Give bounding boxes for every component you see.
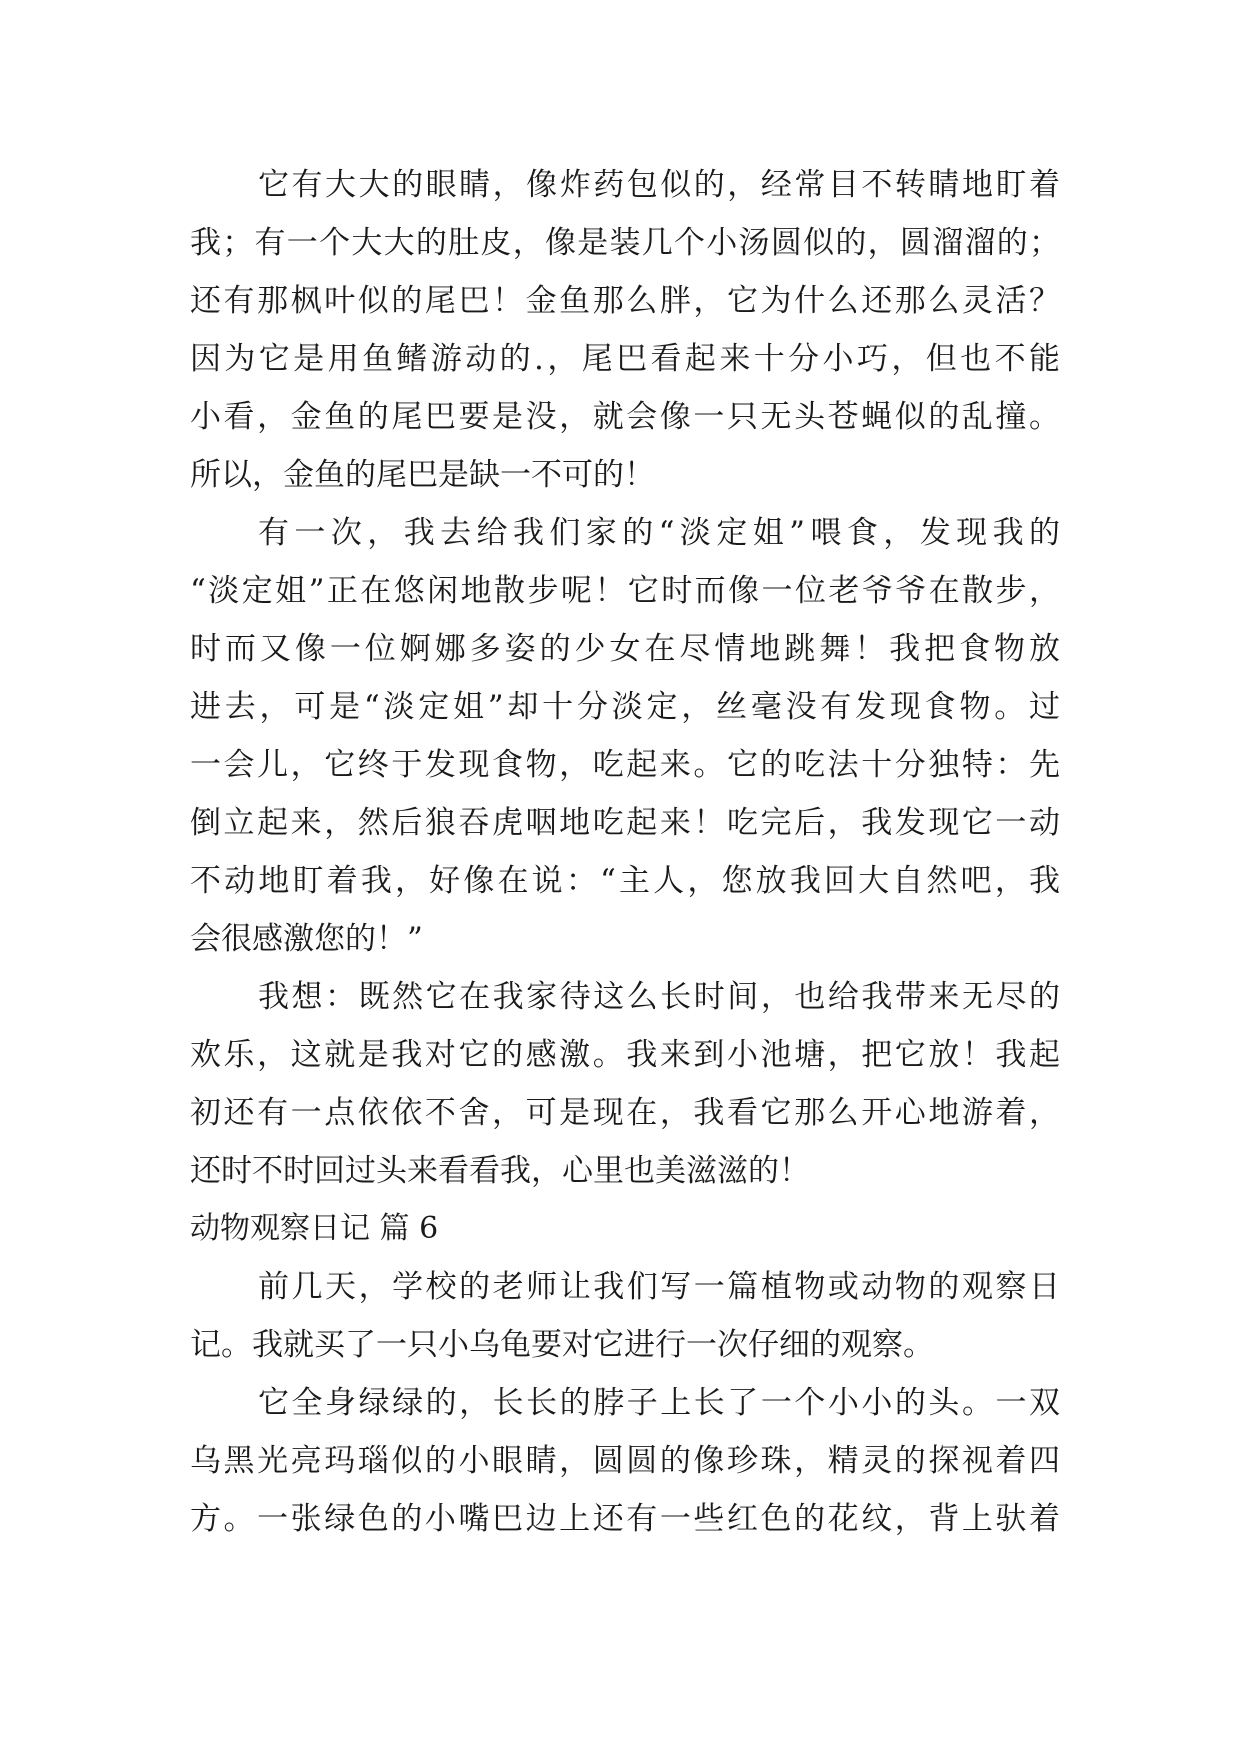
paragraph-line: 进去，可是“淡定姐”却十分淡定，丝毫没有发现食物。过 <box>190 689 1060 725</box>
paragraph-line: 会很感激您的！” <box>190 921 423 957</box>
paragraph-line: 前几天，学校的老师让我们写一篇植物或动物的观察日 <box>258 1269 1060 1305</box>
paragraph-line: 所以，金鱼的尾巴是缺一不可的！ <box>190 457 655 493</box>
paragraph-line: 方。一张绿色的小嘴巴边上还有一些红色的花纹，背上驮着 <box>190 1501 1060 1537</box>
paragraph-line: 初还有一点依依不舍，可是现在，我看它那么开心地游着， <box>190 1095 1060 1131</box>
paragraph-line: 它全身绿绿的，长长的脖子上长了一个小小的头。一双 <box>258 1385 1060 1421</box>
paragraph-line: 它有大大的眼睛，像炸药包似的，经常目不转睛地盯着 <box>258 167 1060 203</box>
paragraph-line: 还时不时回过头来看看我，心里也美滋滋的！ <box>190 1153 810 1189</box>
paragraph-line: 倒立起来，然后狼吞虎咽地吃起来！吃完后，我发现它一动 <box>190 805 1060 841</box>
article-body <box>190 156 1060 1548</box>
paragraph-line: 记。我就买了一只小乌龟要对它进行一次仔细的观察。 <box>190 1327 934 1363</box>
paragraph-line: 乌黑光亮玛瑙似的小眼睛，圆圆的像珍珠，精灵的探视着四 <box>190 1443 1060 1479</box>
paragraph-line: 时而又像一位婀娜多姿的少女在尽情地跳舞！我把食物放 <box>190 631 1060 667</box>
paragraph-line: 小看，金鱼的尾巴要是没，就会像一只无头苍蝇似的乱撞。 <box>190 399 1060 435</box>
paragraph-line: 有一次，我去给我们家的“淡定姐”喂食，发现我的 <box>258 515 1060 551</box>
paragraph-line: 一会儿，它终于发现食物，吃起来。它的吃法十分独特：先 <box>190 747 1060 783</box>
paragraph-line: 我；有一个大大的肚皮，像是装几个小汤圆似的，圆溜溜的； <box>190 225 1060 261</box>
paragraph-line: 欢乐，这就是我对它的感激。我来到小池塘，把它放！我起 <box>190 1037 1060 1073</box>
section-heading: 动物观察日记 篇 6 <box>190 1211 439 1246</box>
paragraph-line: 因为它是用鱼鳍游动的.，尾巴看起来十分小巧，但也不能 <box>190 341 1060 377</box>
paragraph-line: 不动地盯着我，好像在说：“主人，您放我回大自然吧，我 <box>190 863 1060 899</box>
paragraph-line: 我想：既然它在我家待这么长时间，也给我带来无尽的 <box>258 979 1060 1015</box>
paragraph-line: “淡定姐”正在悠闲地散步呢！它时而像一位老爷爷在散步， <box>190 573 1060 609</box>
paragraph-line: 还有那枫叶似的尾巴！金鱼那么胖，它为什么还那么灵活？ <box>190 283 1060 319</box>
